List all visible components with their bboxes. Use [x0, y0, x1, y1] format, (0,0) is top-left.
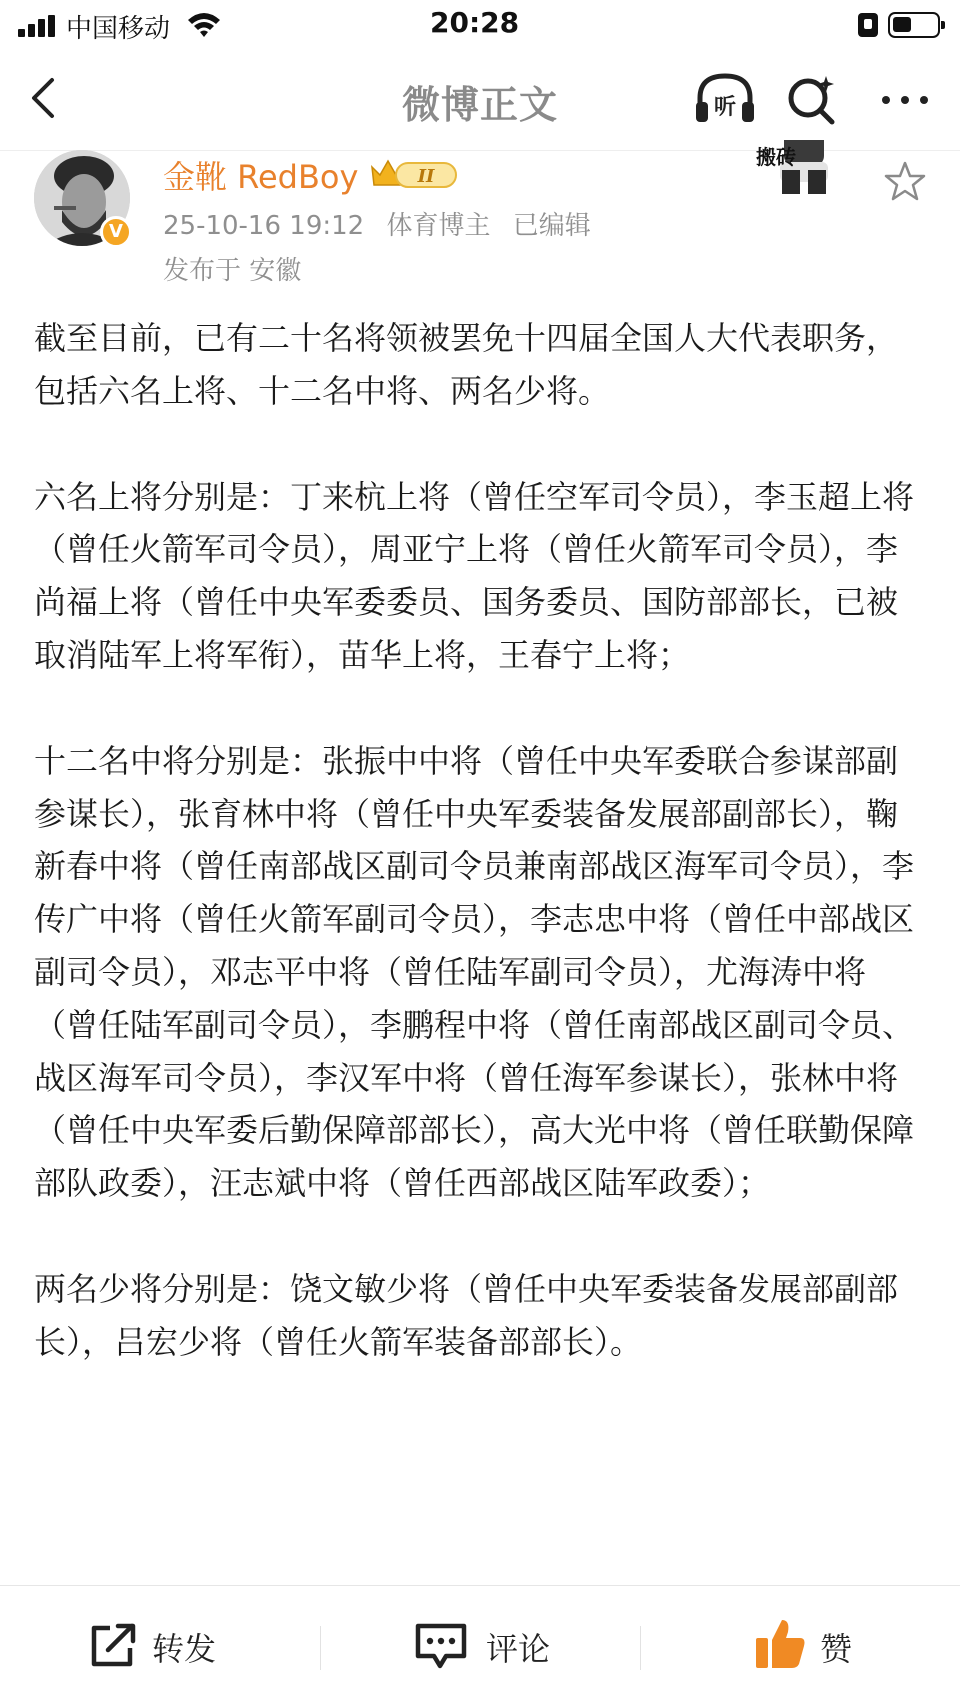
- battery-icon: [888, 12, 940, 38]
- lock-icon: [858, 13, 878, 37]
- edited-label[interactable]: 已编辑: [512, 211, 591, 241]
- action-bar: [0, 1585, 960, 1708]
- post-paragraph: 截至目前，已有二十名将领被罢免十四届全国人大代表职务，包括六名上将、十二名中将、两名少将。: [34, 319, 899, 410]
- repost-button[interactable]: [80, 1586, 280, 1708]
- sticker-image: [752, 140, 850, 194]
- comment-label: 评论: [486, 1630, 551, 1668]
- repost-icon: [88, 1622, 138, 1668]
- post-paragraph: 六名上将分别是：丁来杭上将（曾任空军司令员），李玉超上将（曾任火箭军司令员），周亚宁上将（曾任火箭军司令员），李尚福上将（曾任中央军委委员、国务委员、国防部部长，已被取消陆军上将军衔），苗华上将，王春宁上将；: [34, 477, 914, 674]
- vip-level: II: [417, 166, 435, 187]
- thumbs-up-icon: [752, 1616, 808, 1672]
- page-title: 微博正文: [401, 83, 558, 127]
- comment-button[interactable]: [410, 1586, 610, 1708]
- search-icon[interactable]: [780, 68, 846, 130]
- star-icon[interactable]: [884, 160, 926, 202]
- post-meta: [163, 205, 605, 242]
- status-time: 20:28: [430, 6, 520, 39]
- like-label: 赞: [820, 1630, 853, 1668]
- svg-text:听: 听: [713, 95, 737, 120]
- post-body: [34, 312, 914, 1577]
- divider: [320, 1626, 321, 1670]
- post-datetime: 25-10-16 19:12: [163, 211, 365, 241]
- headphones-icon[interactable]: [692, 68, 758, 130]
- vip-badge-icon[interactable]: [370, 155, 460, 191]
- carrier-name: 中国移动: [66, 14, 171, 44]
- like-button[interactable]: [748, 1586, 888, 1708]
- author-tag[interactable]: 体育博主: [386, 211, 491, 241]
- post-location: 发布于 安徽: [163, 256, 302, 286]
- back-arrow-icon[interactable]: [22, 70, 78, 126]
- sticker-text: 搬砖: [756, 145, 796, 169]
- comment-icon: [414, 1622, 468, 1672]
- post-paragraph: 十二名中将分别是：张振中中将（曾任中央军委联合参谋部副参谋长），张育林中将（曾任中央军委装备发展部副部长），鞠新春中将（曾任南部战区副司令员兼南部战区海军司令员），李传广中将（曾任火箭军副司令员），李志忠中将（曾任中部战区副司令员），邓志平中将（曾任陆军副司令员），尤海涛中将（曾任陆军副司令员），李鹏程中将（曾任南部战区副司令员、战区海军司令员），李汉军中将（曾任海军参谋长），张林中将（曾任中央军委后勤保障部部长），高大光中将（曾任联勤保障部队政委），汪志斌中将（曾任西部战区陆军政委）；: [34, 741, 914, 1203]
- nav-bar: [0, 50, 960, 151]
- divider: [640, 1626, 641, 1670]
- signal-icon: [18, 15, 60, 37]
- wifi-icon: [186, 10, 222, 38]
- status-bar: [0, 0, 960, 50]
- repost-label: 转发: [152, 1630, 217, 1668]
- author-name[interactable]: 金靴 RedBoy: [163, 158, 359, 196]
- verified-badge: V: [100, 216, 132, 248]
- more-icon[interactable]: [872, 68, 938, 130]
- post-paragraph: 两名少将分别是：饶文敏少将（曾任中央军委装备发展部副部长），吕宏少将（曾任火箭军装备部部长）。: [34, 1269, 899, 1361]
